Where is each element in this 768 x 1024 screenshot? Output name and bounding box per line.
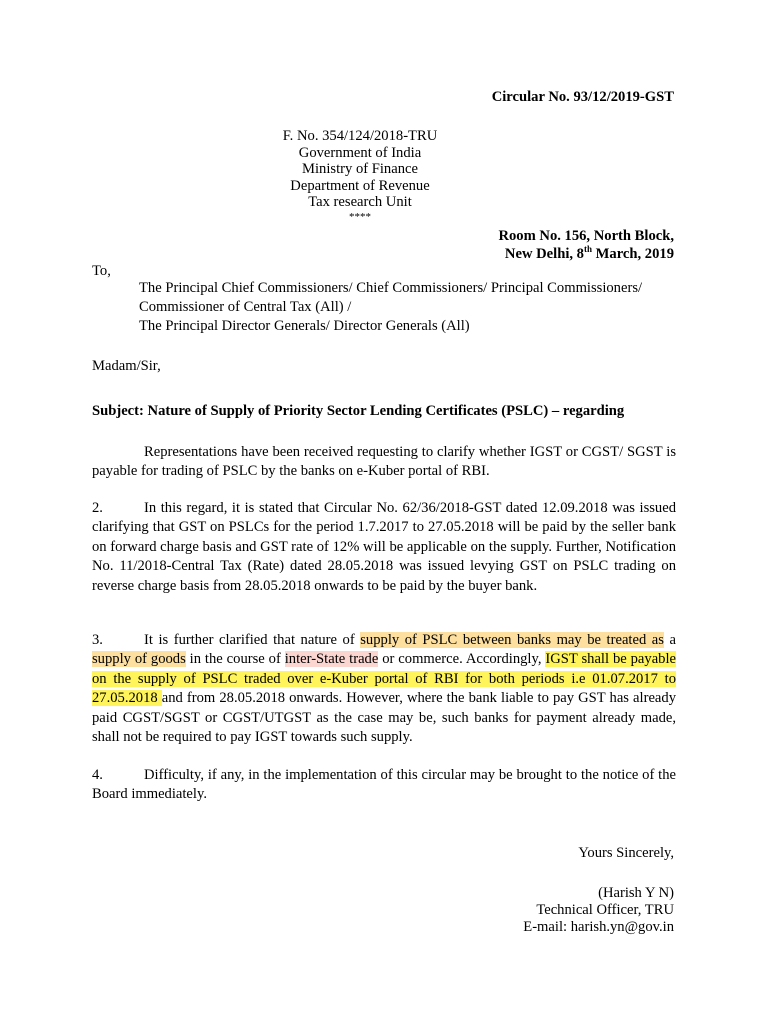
recipient-line-1: The Principal Chief Commissioners/ Chief Commissioners/ Principal Commissioners/: [139, 280, 643, 296]
highlight-supply-of-goods: supply of goods: [92, 651, 186, 668]
highlight-igst-payable: IGST shall be payable on the supply of PSLC traded over e-Kuber portal of RBI for both periods i.e 01.07.2017 to 27.05.2018: [92, 651, 677, 707]
signatory-designation: Technical Officer, TRU: [536, 902, 674, 918]
room-address: Room No. 156, North Block,: [498, 228, 674, 244]
circular-number: Circular No. 93/12/2019-GST: [491, 89, 674, 105]
highlight-inter-state-trade: inter-State trade: [284, 651, 379, 668]
signatory-email: E-mail: harish.yn@gov.in: [523, 919, 674, 935]
office-line-4: Tax research Unit: [308, 194, 412, 210]
paragraph-3: 3. It is further clarified that nature of supply of PSLC between banks may be treated as a supply of goods in the course of inter-State trade or commerce. Accordingly, IGST shall be payable on the supply of PSLC traded over e-Kuber portal of RBI for both periods i.e 01.07.2017 to 27.05.2018 and from 28.05.2018 onwards. However, where the bank liable to pay GST has already paid CGST/SGST or CGST/UTGST as the case may be, such banks for payment already made, shall not be required to pay IGST towards such supply.: [92, 632, 677, 746]
recipient-line-2: Commissioner of Central Tax (All) /: [139, 299, 352, 315]
office-line-3: Department of Revenue: [290, 178, 430, 194]
to-label: To,: [92, 263, 111, 279]
salutation: Madam/Sir,: [92, 358, 161, 374]
recipient-line-3: The Principal Director Generals/ Director Generals (All): [139, 318, 470, 334]
office-line-1: Government of India: [298, 145, 422, 161]
separator-stars: ****: [349, 211, 371, 223]
place-date: New Delhi, 8th March, 2019: [504, 244, 674, 262]
office-line-2: Ministry of Finance: [302, 161, 418, 177]
paragraph-1: Representations have been received requesting to clarify whether IGST or CGST/ SGST is payable for trading of PSLC by the banks on e-Kuber portal of RBI.: [92, 444, 676, 480]
subject-line: Subject: Nature of Supply of Priority Sector Lending Certificates (PSLC) – regarding: [92, 403, 625, 419]
closing-sincerely: Yours Sincerely,: [578, 845, 674, 861]
signatory-name: (Harish Y N): [598, 885, 674, 901]
highlight-supply-between-banks: supply of PSLC between banks may be treated as: [360, 632, 664, 648]
paragraph-2: 2. In this regard, it is stated that Circular No. 62/36/2018-GST dated 12.09.2018 was issued clarifying that GST on PSLCs for the period 1.7.2017 to 27.05.2018 will be paid by the seller bank on forward charge basis and GST rate of 12% will be applicable on the supply. Further, Notification No. 11/2018-Central Tax (Rate) dated 28.05.2018 was issued levying GST on PSLC trading on reverse charge basis from 28.05.2018 onwards to be paid by the buyer bank.: [92, 500, 676, 594]
file-number: F. No. 354/124/2018-TRU: [282, 128, 438, 144]
paragraph-4: 4. Difficulty, if any, in the implementation of this circular may be brought to the notice of the Board immediately.: [92, 767, 676, 803]
